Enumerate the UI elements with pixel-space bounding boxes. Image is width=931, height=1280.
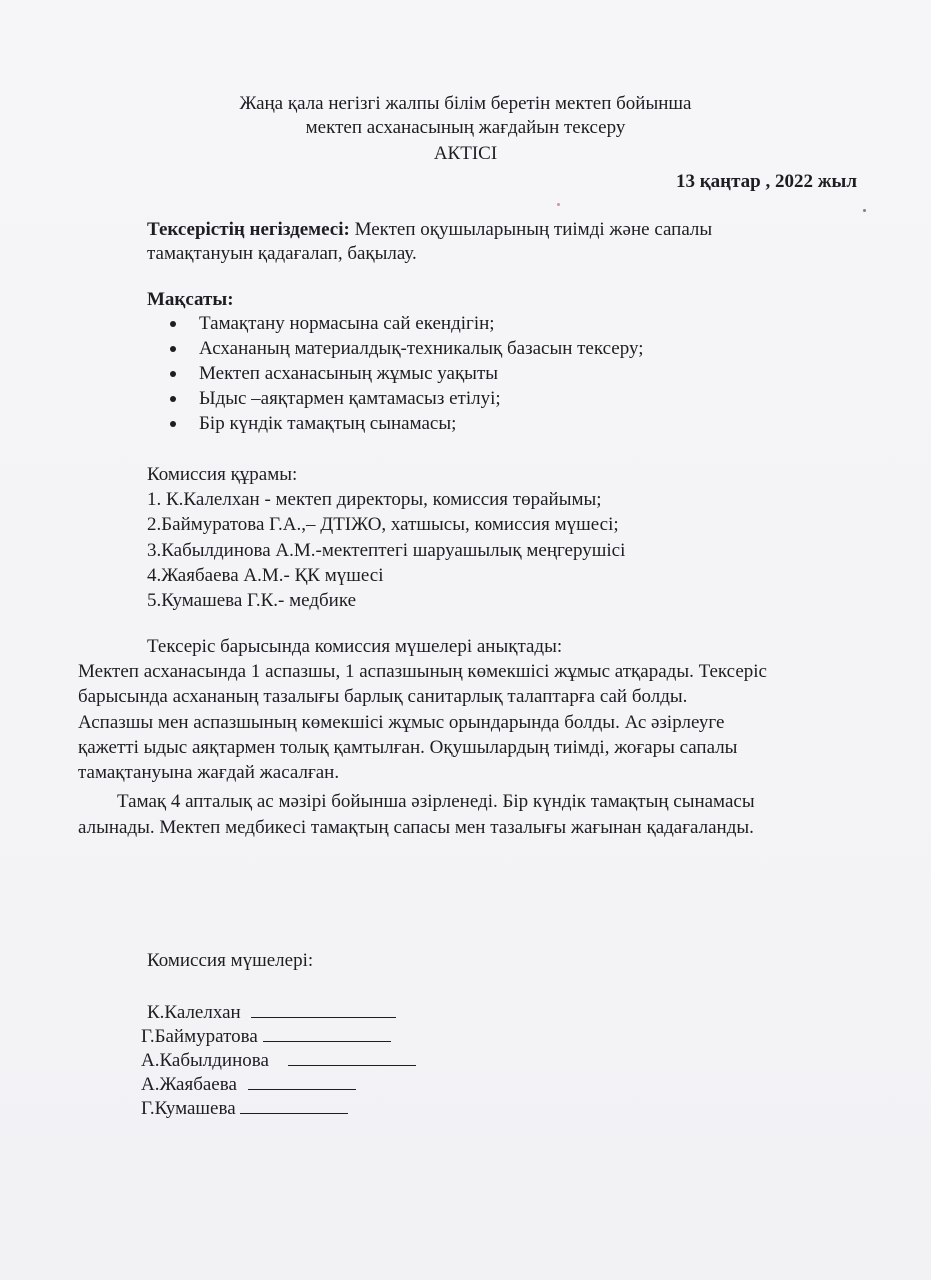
signature-name: К.Калелхан	[147, 1002, 241, 1023]
findings-line: қажетті ыдыс аяқтармен толық қамтылған. Оқушылардың тиімді, жоғары сапалы	[78, 737, 738, 758]
findings-line: барысында асхананың тазалығы барлық санитарлық талаптарға сай болды.	[78, 686, 688, 707]
signature-name: Г.Баймуратова	[141, 1026, 258, 1047]
basis-line-1	[147, 219, 712, 241]
header-line-2: мектеп асханасының жағдайын тексеру	[305, 117, 626, 138]
commission-label: Комиссия құрамы:	[147, 464, 298, 485]
signatures-label: Комиссия мүшелері:	[147, 950, 314, 971]
signature-name: А.Кабылдинова	[141, 1050, 269, 1071]
goal-item: Мектеп асханасының жұмыс уақыты	[199, 363, 499, 384]
signature-row	[141, 1095, 348, 1120]
bullet-dot	[170, 396, 176, 402]
signature-line	[240, 1095, 348, 1114]
signature-line	[251, 999, 396, 1018]
commission-member: 1. К.Калелхан - мектеп директоры, комиссия төрайымы;	[147, 489, 602, 510]
signature-row	[141, 1023, 391, 1048]
goal-item: Асхананың материалдық-техникалық базасын тексеру;	[199, 338, 644, 359]
document-date: 13 қаңтар , 2022 жыл	[675, 171, 857, 192]
findings-line: тамақтануына жағдай жасалған.	[78, 762, 340, 783]
signature-name: Г.Кумашева	[141, 1098, 236, 1119]
signature-row	[141, 1071, 356, 1096]
basis-line-2: тамақтануын қадағалап, бақылау.	[147, 243, 417, 264]
basis-text-1: Мектеп оқушыларының тиімді және сапалы	[349, 219, 713, 240]
bullet-dot	[170, 371, 176, 377]
findings-para2-line-1: Тамақ 4 апталық ас мәзірі бойынша әзірленеді. Бір күндік тамақтың сынамасы	[117, 791, 755, 812]
signature-name: А.Жаябаева	[141, 1074, 237, 1095]
header-act-title: АКТІСІ	[433, 143, 498, 164]
scan-speck	[863, 209, 866, 212]
bullet-dot	[170, 421, 176, 427]
scan-speck	[557, 203, 560, 206]
signature-row	[141, 1047, 416, 1072]
commission-member: 4.Жаябаева А.М.- ҚК мүшесі	[147, 565, 384, 586]
commission-member: 2.Баймуратова Г.А.,– ДТІЖО, хатшысы, комиссия мүшесі;	[147, 514, 619, 535]
goal-item: Тамақтану нормасына сай екендігін;	[199, 313, 495, 334]
findings-para2-line-2: алынады. Мектеп медбикесі тамақтың сапасы мен тазалығы жағынан қадағаланды.	[78, 817, 754, 838]
goal-item: Бір күндік тамақтың сынамасы;	[199, 413, 457, 434]
header-line-1: Жаңа қала негізгі жалпы білім беретін мектеп бойынша	[239, 93, 692, 114]
signature-line	[263, 1023, 391, 1042]
bullet-dot	[170, 346, 176, 352]
bullet-dot	[170, 321, 176, 327]
findings-line: Аспазшы мен аспазшының көмекшісі жұмыс орындарында болды. Ас әзірлеуге	[78, 712, 725, 733]
basis-label: Тексерістің негіздемесі:	[147, 219, 350, 240]
signature-line	[248, 1071, 356, 1090]
findings-intro: Тексеріс барысында комиссия мүшелері анықтады:	[147, 636, 563, 657]
goals-label: Мақсаты:	[147, 289, 234, 310]
commission-member: 5.Кумашева Г.К.- медбике	[147, 590, 357, 611]
signature-line	[288, 1047, 416, 1066]
goal-item: Ыдыс –аяқтармен қамтамасыз етілуі;	[199, 388, 501, 409]
signature-row	[147, 999, 396, 1024]
commission-member: 3.Кабылдинова А.М.-мектептегі шаруашылық меңгерушісі	[147, 540, 626, 561]
findings-line: Мектеп асханасында 1 аспазшы, 1 аспазшының көмекшісі жұмыс атқарады. Тексеріс	[78, 661, 767, 682]
